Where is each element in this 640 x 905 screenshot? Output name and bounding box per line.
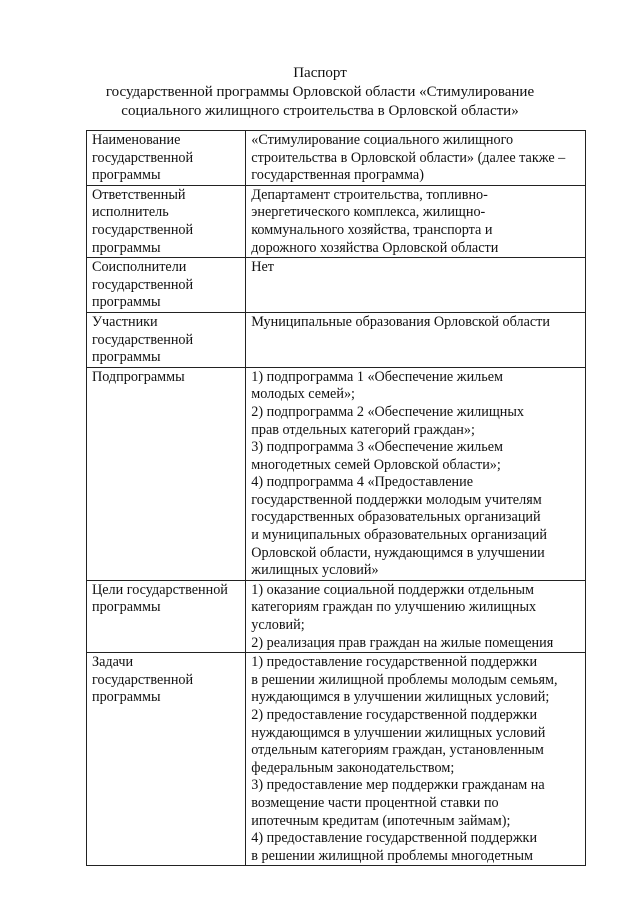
row-value-line: 4) подпрограмма 4 «Предоставление (251, 474, 474, 491)
row-value-line: энергетического комплекса, жилищно- (251, 204, 486, 221)
table-row (87, 580, 586, 652)
row-label-line: государственной (92, 331, 194, 348)
table-row (87, 653, 586, 866)
passport-table-body (87, 131, 586, 866)
table-row (87, 131, 586, 186)
row-value-line: 2) подпрограмма 2 «Обеспечение жилищных (251, 403, 524, 420)
document-title (0, 64, 640, 121)
row-label-cell (87, 131, 246, 186)
table-row (87, 258, 586, 313)
row-value-line: возмещение части процентной ставки по (251, 794, 499, 811)
row-value-line: коммунального хозяйства, транспорта и (251, 221, 493, 238)
row-value-line: в решении жилищной проблемы многодетным (251, 847, 533, 864)
row-value-line: государственной поддержки молодым учителям (251, 491, 542, 508)
row-label-line: государственной (92, 671, 194, 688)
row-label-line: Задачи (92, 654, 134, 671)
row-label-line: Участники (92, 313, 158, 330)
row-value-cell (246, 185, 586, 257)
row-value-line: категориям граждан по улучшению жилищных (251, 599, 537, 616)
row-label-line: программы (92, 599, 161, 616)
row-value-line: дорожного хозяйства Орловской области (251, 239, 499, 256)
row-label-cell (87, 312, 246, 367)
row-value-cell (246, 367, 586, 580)
title-line: социального жилищного строительства в Орловской области» (121, 103, 519, 119)
row-value-line: 1) предоставление государственной поддержки (251, 654, 538, 671)
row-value-line: 3) подпрограмма 3 «Обеспечение жильем (251, 439, 503, 456)
row-label-line: Наименование (92, 132, 181, 148)
row-value-line: федеральным законодательством; (251, 759, 455, 776)
row-value-line: 3) предоставление мер поддержки гражданам на (251, 777, 545, 794)
row-value-line: Департамент строительства, топливно- (251, 186, 488, 203)
row-label-line: государственной (92, 276, 194, 293)
row-label-line: программы (92, 167, 161, 184)
row-label-cell (87, 580, 246, 652)
row-value-line: условий; (251, 617, 305, 634)
row-label-line: исполнитель (92, 204, 169, 221)
table-row (87, 185, 586, 257)
row-label-line: программы (92, 294, 161, 311)
row-label-cell (87, 185, 246, 257)
row-value-cell (246, 312, 586, 367)
row-value-line: 4) предоставление государственной поддержки (251, 830, 538, 847)
row-value-line: ипотечным кредитам (ипотечным займам); (251, 812, 511, 829)
row-value-line: Нет (251, 259, 275, 276)
row-value-line: нуждающимся в улучшении жилищных условий; (251, 689, 550, 706)
row-label-line: государственной (92, 221, 194, 238)
row-value-cell (246, 580, 586, 652)
row-value-line: молодых семей»; (251, 386, 355, 403)
row-label-cell (87, 653, 246, 866)
row-label-line: Ответственный (92, 186, 186, 203)
row-value-line: многодетных семей Орловской области»; (251, 456, 501, 473)
row-value-line: нуждающимся в улучшении жилищных условий (251, 724, 546, 741)
row-label-cell (87, 258, 246, 313)
row-value-cell (246, 653, 586, 866)
row-value-cell (246, 131, 586, 186)
row-label-line: Цели государственной (92, 581, 228, 598)
row-label-line: программы (92, 689, 161, 706)
row-value-line: государственных образовательных организаций (251, 509, 541, 526)
row-label-line: Соисполнители (92, 259, 187, 276)
row-label-line: государственной (92, 149, 194, 166)
row-label-line: программы (92, 349, 161, 366)
row-value-line: Муниципальные образования Орловской области (251, 313, 550, 330)
row-value-line: государственная программа) (251, 167, 424, 184)
row-value-line: и муниципальных образовательных организаций (251, 527, 547, 544)
row-value-line: «Стимулирование социального жилищного (251, 132, 514, 148)
row-value-line: прав отдельных категорий граждан»; (251, 421, 475, 438)
row-value-line: Орловской области, нуждающимся в улучшении (251, 544, 545, 561)
passport-table (86, 130, 586, 866)
row-value-cell (246, 258, 586, 313)
row-value-line: в решении жилищной проблемы молодым семьям, (251, 671, 558, 688)
row-label-cell (87, 367, 246, 580)
row-value-line: отдельным категориям граждан, установленным (251, 742, 544, 759)
table-row (87, 367, 586, 580)
row-value-line: строительства в Орловской области» (далее также – (251, 149, 566, 166)
row-value-line: 2) предоставление государственной поддержки (251, 707, 538, 723)
row-value-line: 1) подпрограмма 1 «Обеспечение жильем (251, 368, 503, 385)
table-row (87, 312, 586, 367)
row-label-line: программы (92, 239, 161, 256)
row-label-line: Подпрограммы (92, 368, 185, 385)
row-value-line: 2) реализация прав граждан на жилые помещения (251, 634, 554, 651)
row-value-line: 1) оказание социальной поддержки отдельным (251, 581, 535, 598)
title-line: Паспорт (293, 65, 347, 81)
row-value-line: жилищных условий» (251, 562, 379, 579)
title-line: государственной программы Орловской области «Стимулирование (105, 84, 535, 100)
